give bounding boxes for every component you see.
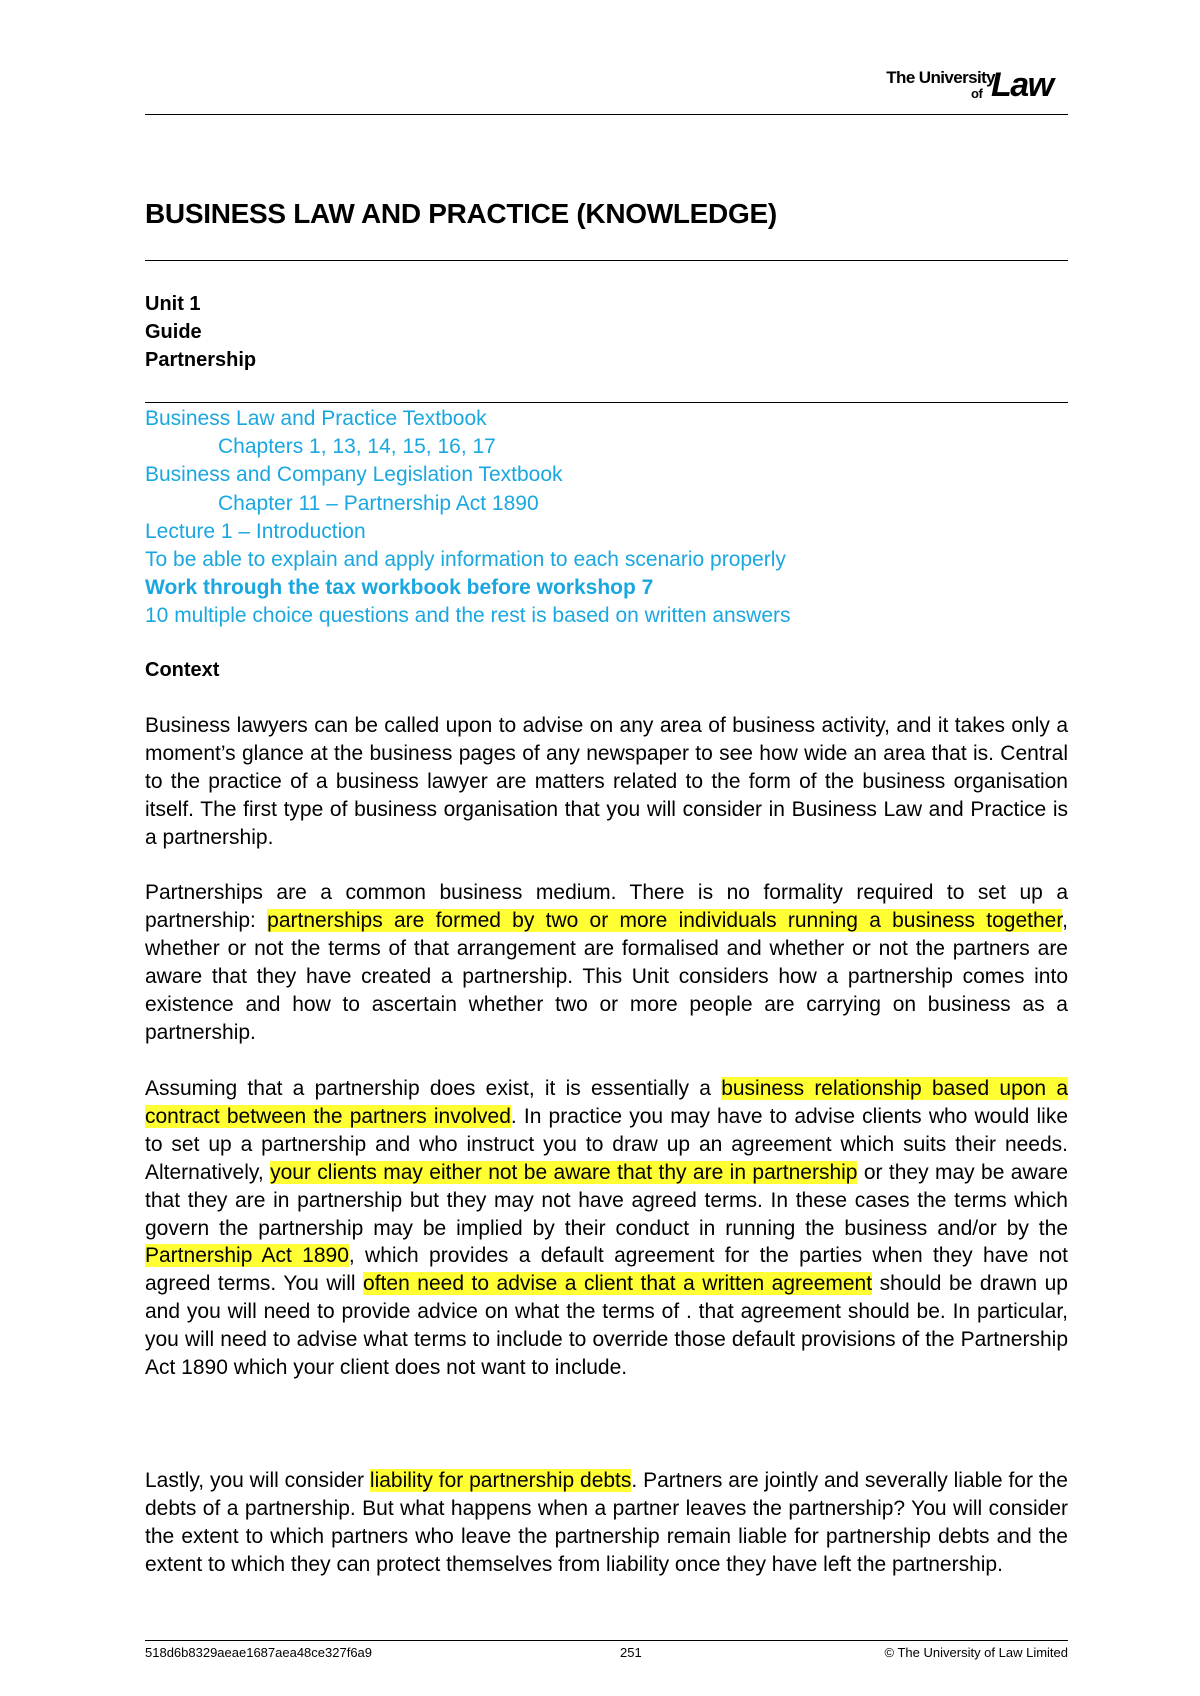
text-run: . Partners are jointly and severally liable for the debts of a partnership. But what happens when a partner leaves the partnership? You will consider the extent to which partners who leave the partnership remain liable for partnership debts and the extent to which they can protect themselves from liability once they have left the partnership.: [145, 1469, 1068, 1576]
unit-number: Unit 1: [145, 293, 201, 315]
highlighted-text: liability for partnership debts: [369, 1469, 632, 1492]
reference-line: Chapters 1, 13, 14, 15, 16, 17: [218, 435, 496, 459]
reference-line: Lecture 1 – Introduction: [145, 519, 366, 543]
reference-line: Business Law and Practice Textbook: [145, 407, 487, 430]
paragraph-1: Business lawyers can be called upon to advise on any area of business activity, and it takes only a moment’s glance at the business pages of any newspaper to see how wide an area that is. Central to the practice of a business lawyer are matters related to the form of the business organisation itself. The first type of business organisation that you will consider in Business Law and Practice is a partnership.: [145, 714, 1068, 849]
header-rule: [145, 114, 1068, 115]
footer-document-id: 518d6b8329aeae1687aea48ce327f6a9: [145, 1645, 373, 1660]
context-heading: Context: [145, 659, 220, 681]
reference-line-emphasis: Work through the tax workbook before workshop 7: [145, 576, 654, 600]
paragraph-3: [145, 1075, 1068, 1382]
reference-line: To be able to explain and apply information to each scenario properly: [145, 547, 786, 571]
reference-line: 10 multiple choice questions and the rest is based on written answers: [145, 604, 791, 628]
university-logo: [862, 66, 1068, 106]
highlighted-text: your clients may either not be aware that thy are in partnership: [270, 1160, 858, 1184]
title-rule: [145, 260, 1068, 261]
highlighted-text: often need to advise a client that a written agreement: [363, 1272, 873, 1296]
unit-block: [145, 290, 256, 374]
text-run: , which provides a default agreement for the parties when they have not agreed terms. You will: [145, 1244, 1068, 1296]
paragraph-2: [145, 879, 1068, 1046]
footer-rule: [145, 1640, 1068, 1641]
text-run: . In practice you may have to advise clients who would like to set up a partnership and who instruct you to draw up an agreement which suits their needs. Alternatively,: [145, 1104, 1068, 1184]
text-run: Lastly, you will consider: [145, 1469, 370, 1492]
reference-line: Chapter 11 – Partnership Act 1890: [218, 491, 539, 515]
unit-topic: Partnership: [145, 349, 257, 371]
text-run: , whether or not the terms of that arrangement are formalised and whether or not the partners are aware that they have created a partnership. This Unit considers how a partnership comes into existence and how to ascertain whether two or more people are carrying on business as a partnership.: [145, 908, 1068, 1044]
logo-law: Law: [991, 66, 1053, 104]
highlighted-text: business relationship based upon a contract between the partners involved: [145, 1077, 1069, 1128]
unit-guide: Guide: [145, 321, 202, 343]
document-title: BUSINESS LAW AND PRACTICE (KNOWLEDGE): [145, 198, 777, 229]
highlighted-text: partnerships are formed by two or more individuals running a business together: [267, 908, 1063, 932]
paragraph-4: [145, 1467, 1068, 1579]
text-run: Assuming that a partnership does exist, it is essentially a: [145, 1077, 722, 1100]
highlighted-text: Partnership Act 1890: [145, 1244, 349, 1268]
logo-of: of: [971, 86, 983, 101]
logo-line1: The University: [886, 68, 995, 87]
footer-copyright: © The University of Law Limited: [884, 1645, 1068, 1660]
text-run: Partnerships are a common business medium. There is no formality required to set up a partnership:: [145, 881, 1068, 932]
unit-rule: [145, 402, 1068, 403]
footer-page-number: 251: [620, 1645, 642, 1660]
reading-list: [145, 405, 1068, 631]
reference-line: Business and Company Legislation Textbook: [145, 463, 563, 487]
text-run: or they may be aware that they are in partnership but they may not have agreed terms. In these cases the terms which govern the partnership may be implied by their conduct in running the business and/or by the: [145, 1160, 1069, 1240]
text-run: should be drawn up and you will need to provide advice on what the terms of . that agreement should be. In particular, you will need to advise what terms to include to override those default provisions of the Partnership Act 1890 which your client does not want to include.: [145, 1272, 1068, 1380]
